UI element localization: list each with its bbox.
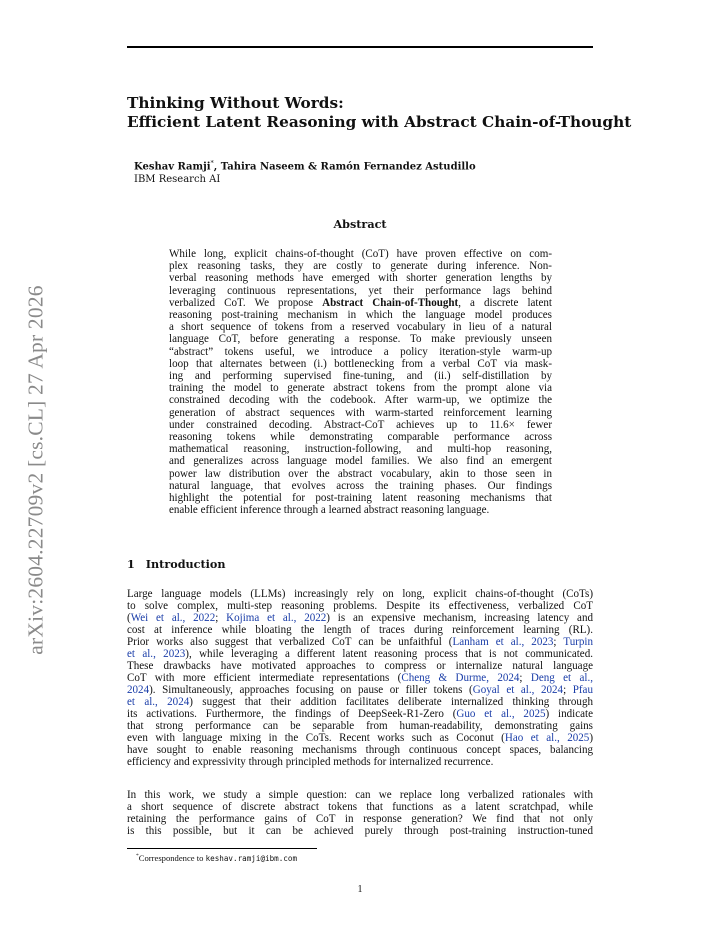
abstract-line: plex reasoning tasks, they are costly to generate during inference. Non-	[169, 260, 552, 273]
other-authors: , Tahira Naseem & Ramón Fernandez Astudillo	[213, 161, 476, 173]
author-block	[134, 157, 476, 186]
footnote	[136, 853, 297, 863]
abstract-line: verbal reasoning methods have emerged with shorter generation lengths by	[169, 272, 552, 285]
citation-link[interactable]: Lanham et al., 2023	[452, 636, 554, 648]
paragraph-line: In this work, we study a simple question: can we replace long verbalized rationales with	[127, 789, 593, 801]
section-number: 1	[127, 557, 135, 571]
top-rule	[127, 46, 593, 48]
paragraph-line: Prior works also suggest that verbalized CoT can be unfaithful (Lanham et al., 2023; Turpin	[127, 636, 594, 648]
paragraph-line: that strong performance can be separable from human-readability, demonstrating gains	[127, 720, 593, 732]
abstract-line: under constrained decoding. Abstract-CoT achieves up to 11.6× fewer	[169, 418, 552, 431]
citation-link[interactable]: Kojima et al., 2022	[226, 612, 327, 624]
citation-link[interactable]: Pfau	[572, 684, 593, 696]
citation-link[interactable]: 2024	[127, 684, 150, 696]
footnote-rule	[127, 848, 317, 849]
abstract-line: mathematical reasoning, instruction-following, and multi-hop reasoning,	[169, 443, 552, 456]
citation-link[interactable]: Goyal et al., 2024	[472, 684, 564, 696]
abstract-line: power law distribution over the abstract vocabulary, akin to those seen in	[169, 467, 552, 480]
paragraph-line: Large language models (LLMs) increasingly rely on long, explicit chains-of-thought (CoTs)	[127, 588, 593, 600]
abstract-line: language CoT, before generating a response. To make previously unseen	[169, 333, 552, 346]
paragraph-line: et al., 2024) suggest that their addition facilitates deliberate internalized thinking through	[127, 696, 594, 708]
affiliation: IBM Research AI	[134, 174, 221, 186]
abstract-line: reasoning tokens while demonstrating comparable performance across	[169, 431, 552, 444]
citation-link[interactable]: Turpin	[563, 636, 594, 648]
title-line-1: Thinking Without Words:	[127, 94, 344, 112]
title-line-2: Efficient Latent Reasoning with Abstract Chain-of-Thought	[127, 113, 632, 131]
abstract-line: While long, explicit chains-of-thought (CoT) have proven effective on com-	[169, 248, 552, 260]
intro-paragraph-1	[127, 588, 593, 768]
abstract-line: reasoning post-training mechanism in which the language model produces	[169, 309, 552, 322]
citation-link[interactable]: et al., 2023	[127, 648, 186, 660]
abstract-line: “abstract” tokens useful, we introduce a policy iteration-style warm-up	[169, 345, 552, 358]
abstract-line: training the model to generate abstract tokens from the prompt alone via	[169, 382, 552, 395]
paper-title	[127, 94, 632, 132]
abstract-line: verbalized CoT. We propose Abstract Chain-of-Thought, a discrete latent	[169, 296, 552, 309]
citation-link[interactable]: Wei et al., 2022	[130, 612, 216, 624]
citation-link[interactable]: Deng et al.,	[530, 672, 593, 684]
abstract-line: leveraging continuous representations, yet their performance lags behind	[169, 284, 552, 297]
abstract-line: natural language, that evolves across the training phases. Our findings	[169, 479, 552, 492]
paragraph-line: cost at inference while bloating the length of traces during reinforcement learning (RL).	[127, 624, 593, 636]
section-heading	[127, 557, 225, 571]
abstract-bold-phrase: Abstract Chain-of-Thought	[322, 296, 459, 309]
footnote-mark: *	[136, 853, 139, 860]
abstract-line: loop that alternates between (i.) bottlenecking from a verbal CoT via mask-	[169, 357, 552, 370]
paragraph-line: a short sequence of discrete abstract tokens that functions as a latent scratchpad, while	[127, 801, 593, 813]
paragraph-line: have sought to enable reasoning mechanisms through continuous concept spaces, balancing	[127, 744, 593, 756]
page-number: 1	[357, 884, 363, 895]
citation-link[interactable]: Cheng & Durme, 2024	[401, 672, 520, 684]
abstract-line: and generalizes across language model families. We also find an emergent	[169, 455, 552, 468]
intro-paragraph-2	[127, 789, 593, 837]
paragraph-line: efficiency and expressivity through principled methods for internalized recurrence.	[127, 756, 494, 768]
paragraph-line: These drawbacks have motivated approaches to compress or internalize natural language	[127, 660, 593, 672]
citation-link[interactable]: Guo et al., 2025	[456, 708, 546, 720]
paragraph-line: retaining the performance gains of CoT in response generation? We find that not only	[127, 813, 593, 825]
abstract-line: constrained decoding with the codebook. After warm-up, we optimize the	[169, 394, 552, 407]
paragraph-line: even with language mixing in the CoTs. Recent works such as Coconut (Hao et al., 2025)	[127, 732, 593, 744]
abstract-body	[169, 248, 552, 516]
abstract-line: highlight the potential for post-training latent reasoning mechanisms that	[169, 492, 552, 505]
citation-link[interactable]: et al., 2024	[127, 696, 190, 708]
abstract-line: ing and performing supervised fine-tuning, and (ii.) self-distillation by	[169, 370, 552, 383]
abstract-line: a short sequence of tokens from a reserved vocabulary in lieu of a natural	[169, 321, 552, 334]
author-names	[134, 157, 476, 173]
footnote-email: keshav.ramji@ibm.com	[205, 854, 298, 863]
correspondence-mark: *	[210, 159, 214, 167]
paragraph-line: to solve complex, multi-step reasoning problems. Despite its effectiveness, verbalized CoT	[127, 600, 593, 612]
paragraph-line: (Wei et al., 2022; Kojima et al., 2022) is an expensive mechanism, increasing latency and	[127, 612, 593, 624]
abstract-line: generation of abstract sequences with warm-started reinforcement learning	[169, 406, 552, 419]
citation-link[interactable]: Hao et al., 2025	[504, 732, 590, 744]
footnote-text: Correspondence to	[138, 853, 206, 863]
abstract-line: enable efficient inference through a learned abstract reasoning language.	[169, 504, 490, 517]
paragraph-line: CoT with more efficient intermediate representations (Cheng & Durme, 2024; Deng et al.,	[127, 672, 593, 684]
paragraph-line: et al., 2023), while leveraging a different latent reasoning process that is not communicated.	[127, 648, 593, 660]
abstract-heading: Abstract	[333, 217, 387, 231]
arxiv-identifier-text: arXiv:2604.22709v2 [cs.CL] 27 Apr 2026	[23, 285, 48, 655]
first-author: Keshav Ramji	[134, 161, 211, 173]
paragraph-line: its activations. Furthermore, the findings of DeepSeek-R1-Zero (Guo et al., 2025) indicate	[127, 708, 594, 720]
paragraph-line: is this possible, but it can be achieved purely through post-training instruction-tuned	[127, 825, 593, 837]
section-title: Introduction	[145, 557, 226, 571]
paragraph-line: 2024). Simultaneously, approaches focusing on pause or filler tokens (Goyal et al., 2024; Pfau	[127, 684, 593, 696]
